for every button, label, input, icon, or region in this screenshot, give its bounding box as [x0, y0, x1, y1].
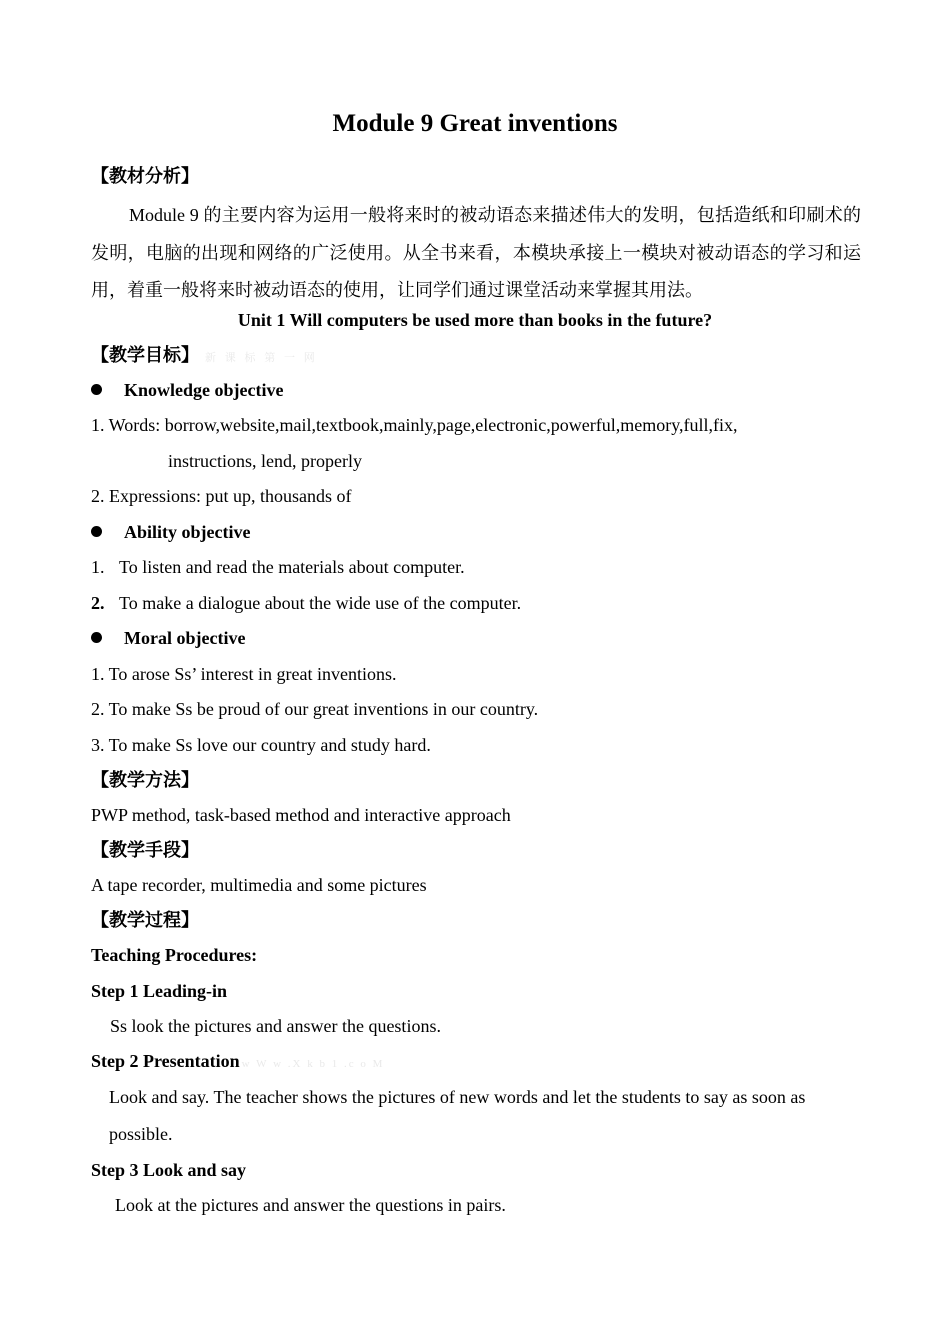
analysis-text: Module 9 的主要内容为运用一般将来时的被动语态来描述伟大的发明，包括造纸和印刷术的发明，电脑的出现和网络的广泛使用。从全书来看，本模块承接上一模块对被动语态的学习和运用，着重一般将来时被动语态的使用，让同学们通过课堂活动来掌握其用法。: [91, 205, 861, 300]
knowledge-objective-heading: [91, 378, 283, 402]
analysis-heading: 【教材分析】: [91, 166, 199, 186]
step2-heading: [91, 1049, 384, 1076]
bullet-icon: [91, 526, 102, 537]
moral-objective-label: Moral objective: [124, 628, 246, 648]
ability-item-1: [91, 555, 465, 579]
ability-item-text: To make a dialogue about the wide use of the computer.: [119, 593, 522, 613]
objectives-heading-text: 【教学目标】: [91, 345, 199, 365]
methods-heading: 【教学方法】: [91, 770, 199, 790]
document-title: Module 9 Great inventions: [332, 110, 618, 137]
moral-objective-heading: [91, 626, 245, 650]
process-heading: 【教学过程】: [91, 910, 199, 930]
bullet-icon: [91, 632, 102, 643]
expressions-line: 2. Expressions: put up, thousands of: [91, 486, 352, 506]
procedures-heading: Teaching Procedures:: [91, 945, 258, 965]
step1-heading: Step 1 Leading-in: [91, 981, 228, 1001]
analysis-paragraph: [91, 197, 861, 310]
moral-item-2: 2. To make Ss be proud of our great inventions in our country.: [91, 699, 539, 719]
unit-title: Unit 1 Will computers be used more than books in the future?: [237, 310, 713, 330]
words-line-2: instructions, lend, properly: [168, 451, 362, 471]
means-text: A tape recorder, multimedia and some pictures: [91, 875, 427, 895]
moral-item-3: 3. To make Ss love our country and study hard.: [91, 735, 431, 755]
step1-text: Ss look the pictures and answer the questions.: [110, 1016, 441, 1036]
step2-heading-text: Step 2 Presentation: [91, 1051, 240, 1071]
step2-text-line-1: Look and say. The teacher shows the pictures of new words and let the students to say as soon as: [109, 1087, 806, 1107]
words-line-1: 1. Words: borrow,website,mail,textbook,mainly,page,electronic,powerful,memory,full,fix,: [91, 415, 738, 435]
step3-heading: Step 3 Look and say: [91, 1160, 247, 1180]
ability-objective-label: Ability objective: [124, 522, 251, 542]
ability-item-number: 1.: [91, 557, 105, 577]
ability-item-text: To listen and read the materials about computer.: [119, 557, 465, 577]
step2-text-line-2: possible.: [109, 1124, 173, 1144]
ability-item-number: 2.: [91, 593, 105, 613]
step3-text: Look at the pictures and answer the questions in pairs.: [115, 1195, 506, 1215]
watermark-text-1: 新 课 标 第 一 网: [205, 352, 318, 364]
means-heading: 【教学手段】: [91, 840, 199, 860]
objectives-heading: [91, 343, 318, 370]
moral-item-1: 1. To arose Ss’ interest in great inventions.: [91, 664, 397, 684]
watermark-text-2: w W w .X k b 1 .c o M: [241, 1058, 385, 1070]
methods-text: PWP method, task-based method and interactive approach: [91, 805, 511, 825]
bullet-icon: [91, 384, 102, 395]
knowledge-objective-label: Knowledge objective: [124, 380, 284, 400]
ability-item-2: [91, 591, 521, 615]
ability-objective-heading: [91, 520, 250, 544]
